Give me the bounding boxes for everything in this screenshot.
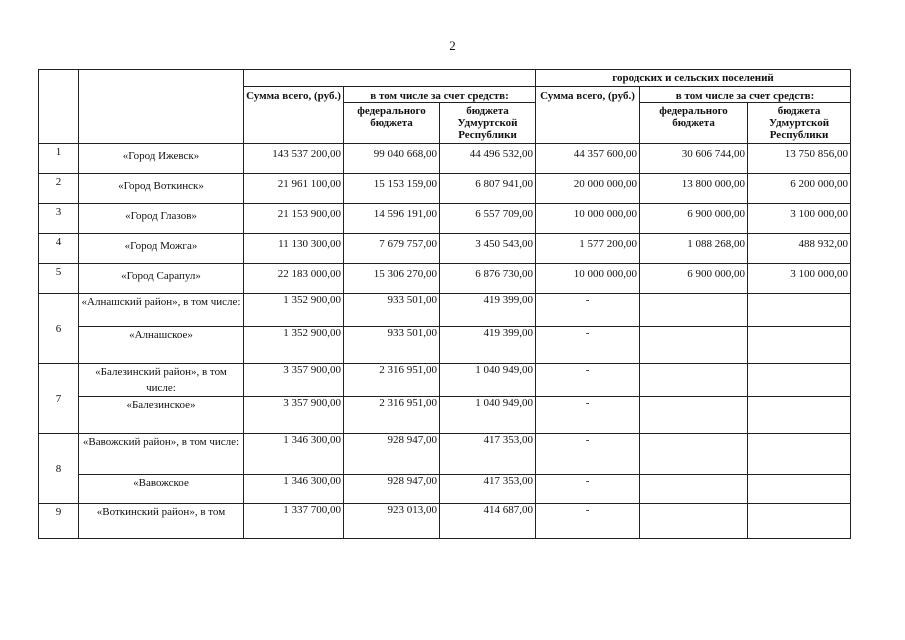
- row-reg: 6 876 730,00: [440, 264, 536, 294]
- row-reg: 417 353,00: [440, 475, 536, 504]
- row-s-sum: 1 577 200,00: [536, 234, 640, 264]
- header-row-1: [39, 70, 851, 87]
- row-fed: 2 316 951,00: [344, 397, 440, 434]
- row-s-reg: [748, 434, 851, 475]
- header-group-left: [244, 70, 536, 87]
- row-fed: 7 679 757,00: [344, 234, 440, 264]
- row-s-fed: [640, 327, 748, 364]
- row-s-reg: 6 200 000,00: [748, 174, 851, 204]
- row-sum: 1 337 700,00: [244, 504, 344, 539]
- row-s-fed: 6 900 000,00: [640, 264, 748, 294]
- row-sum: 1 352 900,00: [244, 327, 344, 364]
- row-sum: 21 961 100,00: [244, 174, 344, 204]
- row-reg: 1 040 949,00: [440, 397, 536, 434]
- table-row: [39, 204, 851, 234]
- row-s-reg: [748, 475, 851, 504]
- row-s-fed: [640, 397, 748, 434]
- header-federal: федерального бюджета: [344, 103, 440, 144]
- header-federal-settlements: федерального бюджета: [640, 103, 748, 144]
- row-reg: 419 399,00: [440, 294, 536, 327]
- row-name: «Алнашский район», в том числе:: [79, 294, 244, 327]
- table-row: [39, 327, 851, 364]
- row-name: «Город Глазов»: [79, 204, 244, 234]
- row-s-fed: 1 088 268,00: [640, 234, 748, 264]
- header-name: [79, 70, 244, 144]
- row-no: 3: [39, 204, 79, 234]
- row-name: «Город Воткинск»: [79, 174, 244, 204]
- row-no: 7: [39, 364, 79, 434]
- header-no: [39, 70, 79, 144]
- budget-table: [38, 69, 851, 539]
- row-s-sum: -: [536, 504, 640, 539]
- row-reg: 6 807 941,00: [440, 174, 536, 204]
- table-row: [39, 504, 851, 539]
- row-s-fed: [640, 504, 748, 539]
- row-reg: 414 687,00: [440, 504, 536, 539]
- row-s-fed: 30 606 744,00: [640, 144, 748, 174]
- row-sum: 143 537 200,00: [244, 144, 344, 174]
- row-fed: 15 153 159,00: [344, 174, 440, 204]
- row-sum: 22 183 000,00: [244, 264, 344, 294]
- row-s-reg: [748, 364, 851, 397]
- row-s-fed: [640, 434, 748, 475]
- row-s-sum: -: [536, 475, 640, 504]
- row-no: 4: [39, 234, 79, 264]
- row-s-reg: 3 100 000,00: [748, 204, 851, 234]
- row-s-sum: -: [536, 434, 640, 475]
- row-s-sum: 20 000 000,00: [536, 174, 640, 204]
- row-name: «Город Можга»: [79, 234, 244, 264]
- row-fed: 2 316 951,00: [344, 364, 440, 397]
- header-group-right: городских и сельских поселений: [536, 70, 851, 87]
- row-name: «Город Ижевск»: [79, 144, 244, 174]
- row-fed: 928 947,00: [344, 434, 440, 475]
- table-row: [39, 434, 851, 475]
- table-row: [39, 364, 851, 397]
- row-s-sum: -: [536, 364, 640, 397]
- row-fed: 933 501,00: [344, 294, 440, 327]
- row-s-fed: 13 800 000,00: [640, 174, 748, 204]
- row-s-reg: [748, 327, 851, 364]
- row-reg: 419 399,00: [440, 327, 536, 364]
- row-s-fed: [640, 475, 748, 504]
- table-row: [39, 264, 851, 294]
- header-incl-sources: в том числе за счет средств:: [344, 87, 536, 103]
- table-row: [39, 294, 851, 327]
- row-fed: 923 013,00: [344, 504, 440, 539]
- header-incl-sources-settlements: в том числе за счет средств:: [640, 87, 851, 103]
- header-sum-total-settlements: Сумма всего, (руб.): [536, 87, 640, 144]
- table-row: [39, 475, 851, 504]
- row-s-sum: -: [536, 294, 640, 327]
- table-row: [39, 174, 851, 204]
- header-regional: бюджета Удмуртской Республики: [440, 103, 536, 144]
- row-fed: 14 596 191,00: [344, 204, 440, 234]
- table-row: [39, 234, 851, 264]
- row-no: 8: [39, 434, 79, 504]
- row-sum: 21 153 900,00: [244, 204, 344, 234]
- row-s-reg: [748, 504, 851, 539]
- row-s-sum: -: [536, 397, 640, 434]
- row-s-reg: 3 100 000,00: [748, 264, 851, 294]
- header-regional-settlements: бюджета Удмуртской Республики: [748, 103, 851, 144]
- row-fed: 928 947,00: [344, 475, 440, 504]
- row-fed: 15 306 270,00: [344, 264, 440, 294]
- row-name: «Воткинский район», в том: [79, 504, 244, 539]
- row-s-reg: 488 932,00: [748, 234, 851, 264]
- row-fed: 99 040 668,00: [344, 144, 440, 174]
- row-s-fed: [640, 294, 748, 327]
- row-fed: 933 501,00: [344, 327, 440, 364]
- row-name: «Город Сарапул»: [79, 264, 244, 294]
- table-row: [39, 397, 851, 434]
- row-reg: 44 496 532,00: [440, 144, 536, 174]
- row-s-reg: 13 750 856,00: [748, 144, 851, 174]
- row-name: «Балезинское»: [79, 397, 244, 434]
- row-s-reg: [748, 294, 851, 327]
- row-s-sum: -: [536, 327, 640, 364]
- row-s-sum: 10 000 000,00: [536, 264, 640, 294]
- row-s-sum: 44 357 600,00: [536, 144, 640, 174]
- row-sum: 11 130 300,00: [244, 234, 344, 264]
- row-no: 9: [39, 504, 79, 539]
- row-name: «Балезинский район», в том числе:: [79, 364, 244, 397]
- row-name: «Вавожское: [79, 475, 244, 504]
- row-sum: 3 357 900,00: [244, 364, 344, 397]
- row-no: 2: [39, 174, 79, 204]
- table-row: [39, 144, 851, 174]
- row-s-sum: 10 000 000,00: [536, 204, 640, 234]
- row-no: 5: [39, 264, 79, 294]
- row-sum: 3 357 900,00: [244, 397, 344, 434]
- page-number: 2: [449, 38, 456, 53]
- row-no: 1: [39, 144, 79, 174]
- row-name: «Алнашское»: [79, 327, 244, 364]
- row-name: «Вавожский район», в том числе:: [79, 434, 244, 475]
- header-sum-total: Сумма всего, (руб.): [244, 87, 344, 144]
- row-reg: 6 557 709,00: [440, 204, 536, 234]
- row-no: 6: [39, 294, 79, 364]
- row-sum: 1 346 300,00: [244, 434, 344, 475]
- row-sum: 1 346 300,00: [244, 475, 344, 504]
- row-sum: 1 352 900,00: [244, 294, 344, 327]
- row-s-fed: [640, 364, 748, 397]
- row-s-reg: [748, 397, 851, 434]
- row-reg: 1 040 949,00: [440, 364, 536, 397]
- row-s-fed: 6 900 000,00: [640, 204, 748, 234]
- row-reg: 3 450 543,00: [440, 234, 536, 264]
- row-reg: 417 353,00: [440, 434, 536, 475]
